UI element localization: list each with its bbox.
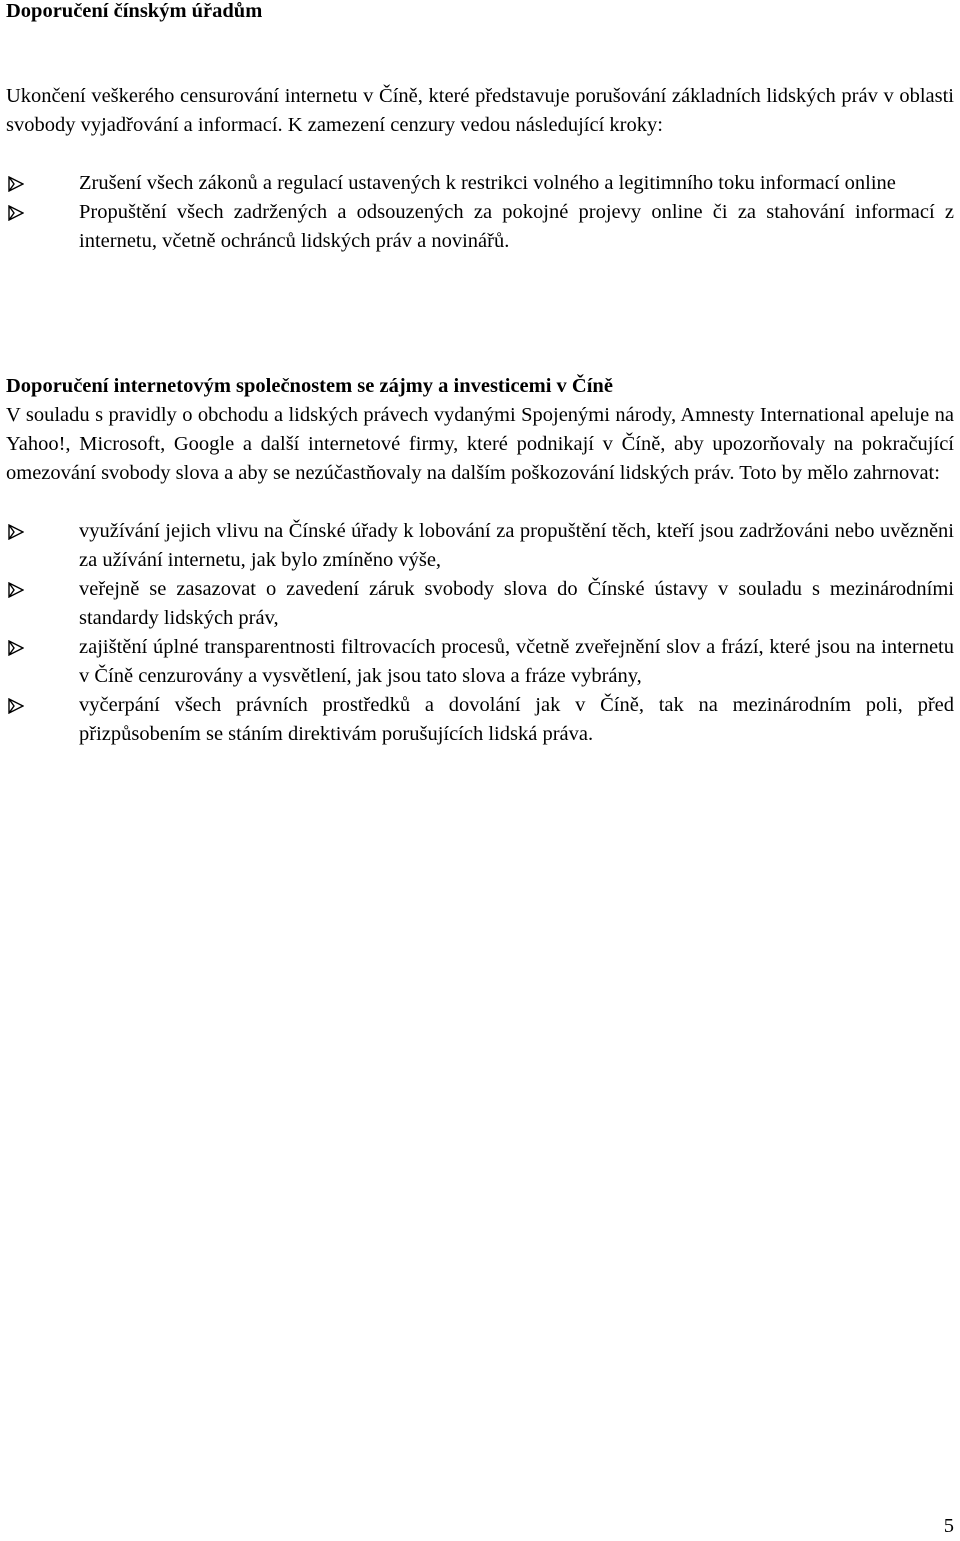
section-2-heading: Doporučení internetovým společnostem se zájmy a investicemi v Číně	[6, 375, 613, 397]
section-1-heading: Doporučení čínským úřadům	[6, 0, 263, 22]
list-item	[6, 198, 954, 256]
list-item-text: Propuštění všech zadržených a odsouzených za pokojné projevy online či za stahování informací z internetu, včetně ochránců lidských práv a novinářů.	[79, 201, 954, 252]
list-item-text: veřejně se zasazovat o zavedení záruk svobody slova do Čínské ústavy v souladu s mezinárodními standardy lidských práv,	[79, 578, 954, 629]
list-item-text: využívání jejich vlivu na Čínské úřady k lobování za propuštění těch, kteří jsou zadržováni nebo uvězněni za užívání internetu, jak bylo zmíněno výše,	[79, 520, 954, 571]
arrowhead-bullet-icon	[8, 698, 24, 714]
section-1-intro: Ukončení veškerého censurování internetu v Číně, které představuje porušování základních lidských práv v oblasti svobody vyjadřování a informací. K zamezení cenzury vedou následující kroky:	[6, 85, 954, 136]
arrowhead-bullet-icon	[8, 582, 24, 598]
list-item-text: zajištění úplné transparentnosti filtrovacích procesů, včetně zveřejnění slov a frází, které jsou na internetu v Číně cenzurovány a vysvětlení, jak jsou tato slova a fráze vybrány,	[79, 636, 954, 687]
arrowhead-bullet-icon	[8, 524, 24, 540]
list-item	[6, 169, 954, 198]
section-2-intro: V souladu s pravidly o obchodu a lidských právech vydanými Spojenými národy, Amnesty International apeluje na Yahoo!, Microsoft, Google a další internetové firmy, které podnikají v Číně, aby upozorňovaly na pokračující omezování svobody slova a aby se nezúčastňovaly na dalším poškozování lidských práv. Toto by mělo zahrnovat:	[6, 404, 954, 484]
list-item	[6, 633, 954, 691]
list-item	[6, 575, 954, 633]
page-number: 5	[943, 1515, 954, 1537]
section-1-list	[6, 169, 954, 256]
list-item	[6, 517, 954, 575]
list-item	[6, 691, 954, 749]
arrowhead-bullet-icon	[8, 205, 24, 221]
list-item-text: Zrušení všech zákonů a regulací ustavených k restrikci volného a legitimního toku informací online	[79, 172, 896, 194]
section-2-list	[6, 517, 954, 749]
arrowhead-bullet-icon	[8, 176, 24, 192]
arrowhead-bullet-icon	[8, 640, 24, 656]
list-item-text: vyčerpání všech právních prostředků a dovolání jak v Číně, tak na mezinárodním poli, před přizpůsobením se stáním direktivám porušujících lidská práva.	[79, 694, 954, 745]
